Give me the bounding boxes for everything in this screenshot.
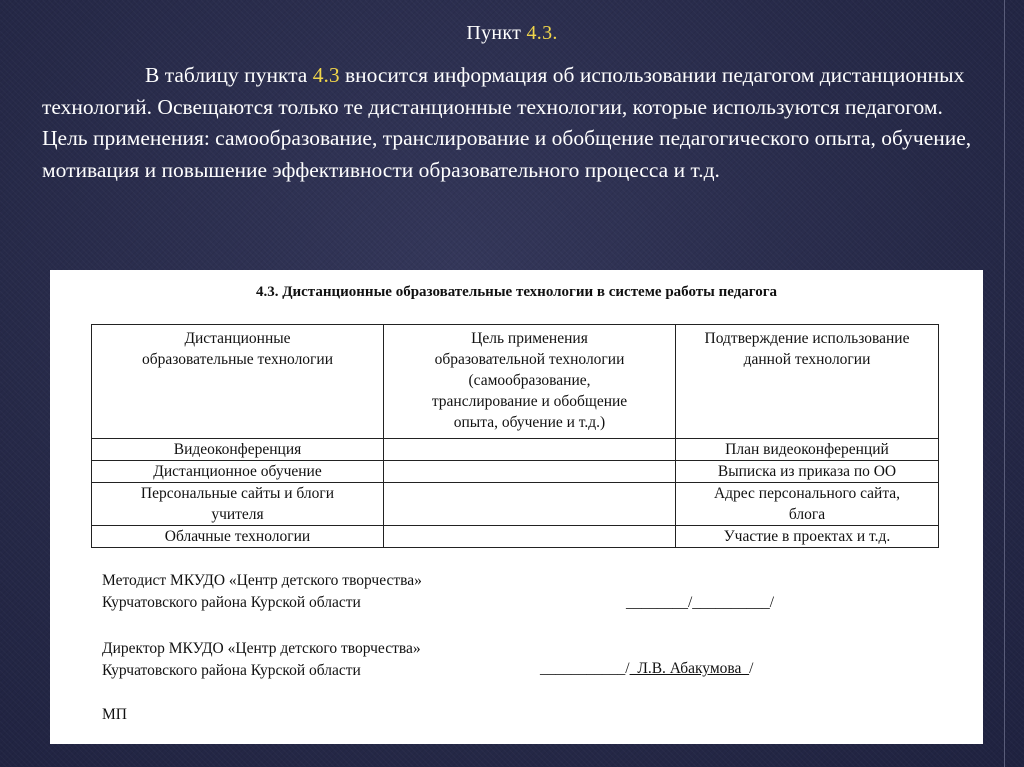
director-signature-name: Л.В. Абакумова (629, 660, 750, 677)
director-signature-end: / (749, 660, 754, 677)
header-line: Дистанционные (184, 330, 291, 347)
proof-cell (676, 461, 939, 483)
technology-cell-line: Персональные сайты и блоги (140, 485, 335, 502)
technology-cell (92, 461, 384, 483)
header-line: Подтверждение использование (704, 330, 910, 347)
goal-cell (384, 461, 676, 483)
proof-cell-line: План видеоконференций (725, 441, 889, 458)
header-line: транслирование и обобщение (431, 393, 628, 410)
technology-cell-line: Видеоконференция (173, 441, 302, 458)
slide-text-before: В таблицу пункта (145, 63, 313, 87)
director-signature-line (540, 660, 753, 678)
methodist-line2: Курчатовского района Курской области (102, 594, 361, 611)
document-title: 4.3. Дистанционные образовательные технологии в системе работы педагога (255, 284, 778, 300)
director-block (102, 638, 421, 682)
header-line: образовательные технологии (141, 351, 334, 368)
technology-cell-line: Облачные технологии (164, 528, 311, 545)
header-goal (384, 325, 676, 439)
slide-text-number: 4.3 (312, 63, 340, 87)
director-signature-sep: / (625, 660, 630, 677)
methodist-signature-line: ________/__________/ (626, 594, 775, 611)
methodist-line1: Методист МКУДО «Центр детского творчества» (102, 572, 422, 589)
table-row (92, 526, 939, 548)
header-line: опыта, обучение и т.д.) (453, 414, 606, 431)
technology-cell-line: Дистанционное обучение (153, 463, 322, 480)
proof-cell-line: Выписка из приказа по ОО (717, 463, 897, 480)
slide-title-prefix: Пункт (466, 22, 527, 44)
director-line1: Директор МКУДО «Центр детского творчества» (102, 640, 421, 657)
table-row (92, 461, 939, 483)
director-line2: Курчатовского района Курской области (102, 662, 361, 679)
slide-title (0, 22, 1024, 45)
header-line: (самообразование, (468, 372, 591, 389)
goal-cell (384, 439, 676, 461)
table-row (92, 439, 939, 461)
stamp-label: МП (102, 706, 127, 723)
goal-cell (384, 526, 676, 548)
technologies-table (91, 324, 939, 548)
director-signature-blank: ___________ (540, 660, 626, 677)
header-proof (676, 325, 939, 439)
technology-cell (92, 526, 384, 548)
slide-text-after: вносится информация об использовании педагогом дистанционных технологий. Освещаются только те дистанционные технологии, которые используются педагогом. Цель применения: самообразование, транслирование и обобщение педагогического опыта, обучение, мотивация и повышение эффективности образовательного процесса и т.д. (42, 63, 972, 182)
slide-body-text (42, 60, 992, 186)
goal-cell (384, 483, 676, 526)
table-row (92, 483, 939, 526)
technology-cell (92, 483, 384, 526)
technology-cell (92, 439, 384, 461)
proof-cell (676, 439, 939, 461)
header-line: Цель применения (471, 330, 588, 347)
proof-cell (676, 483, 939, 526)
document-scan (50, 270, 983, 744)
header-line: данной технологии (743, 351, 871, 368)
table-header-row (92, 325, 939, 439)
slide-border (1004, 0, 1005, 767)
proof-cell-line: Адрес персонального сайта, (713, 485, 901, 502)
methodist-block (102, 570, 422, 614)
proof-cell-line: блога (788, 506, 826, 523)
slide-title-number: 4.3. (526, 22, 558, 44)
header-line: образовательной технологии (434, 351, 625, 368)
technology-cell-line: учителя (211, 506, 264, 523)
header-technologies (92, 325, 384, 439)
proof-cell (676, 526, 939, 548)
proof-cell-line: Участие в проектах и т.д. (723, 528, 891, 545)
